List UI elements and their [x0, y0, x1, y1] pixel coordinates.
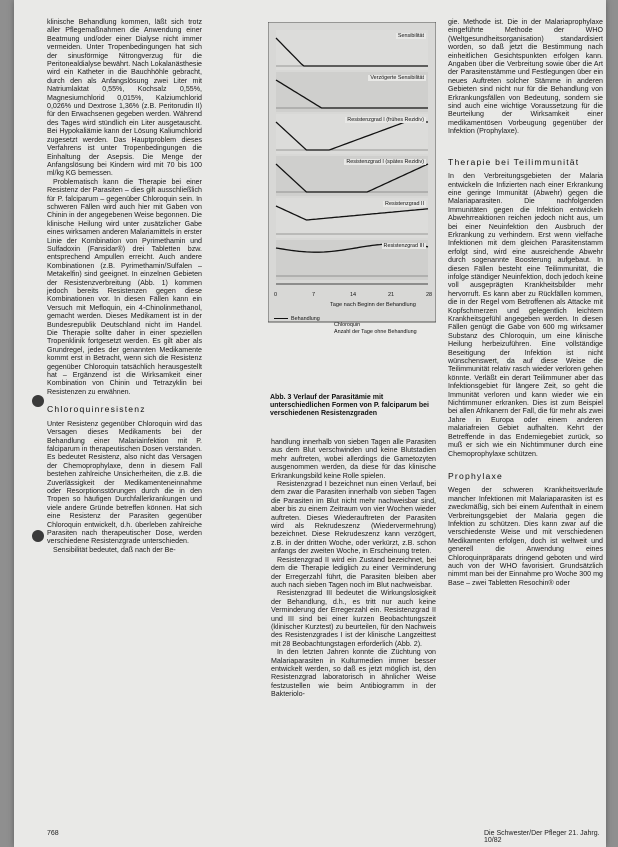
paragraph: Unter Resistenz gegenüber Chloroquin wird das Versagen dieses Medikaments bei der Behandlung einer Malariainfektion mit P. falciparum in therapeutischen Dosen verstanden. Es bedeutet Resistenz, also nicht das Versagen der Chemoprophylaxe, denn in diesem Fall bestehen zahlreiche Unsicherheiten, die z.B. die Zuverlässigkeit der Medikamenteneinnahme oder Resorptionsstörungen durch die in den Tropen so häufigen Durchfallerkrankungen und viele andere Gründe betreffen können. Hat sich eine Resistenz der Parasiten gegenüber Chloroquin entwickelt, d.h. überleben zahlreiche Parasiten nach therapeutischer Dose, werden verschiedene Resistenzgrade unterschieden.: [47, 419, 202, 546]
section-heading: Prophylaxe: [448, 470, 503, 481]
panel-label: Resistenzgrad I (frühes Rezidiv): [347, 117, 424, 123]
x-tick-label: 21: [388, 292, 395, 298]
panel-label: Verzögerte Sensibilität: [370, 75, 424, 81]
x-axis-label: Tage nach Beginn der Behandlung: [330, 302, 416, 308]
paragraph: In den Verbreitungsgebieten der Malaria entwickeln die Infizierten nach einer Erkrankung eine geringe Immunität (Abwehr) gegen die Malariaparasiten. Die nachfolgenden Immunitäten gegen die Infektion entwickeln Abwehrreaktionen reichen jedoch nicht aus, um bei einer Neuinfektion den Ausbruch der Erkrankung zu verhindern. Erst wenn vielfache Infektionen mit dem gleichen Parasitenstamm erfolgt sind, wird eine ausreichende Abwehr durch sogenannte Boosterung aufgebaut. In diesen Fällen besteht eine Teilimmunität, die infolge ständiger Neuinfektion, doch jedoch keine voll ausgeprägten Krankheitsbilder mehr hervorruft. Es kann aber zu Rückfällen kommen, die in der Regel vom Betroffenen als Attacke mit Kopfschmerzen und gelegentlich leichtem Krankheitsgefühl angegeben werden. In diesen Fällen genügt die Gabe von 600 mg wirksamer Substanz des Chloroquin, um eine klinische Heilung herbeizuführen. Eine vollständige Beseitigung der Infektion ist nicht wünschenswert, da auf diese Weise die Teilimmunität relativ rasch wieder verloren gehen könnte. Verläßt ein derart Teilimmuner aber das Infektionsgebiet für längere Zeit, so geht die Immunität verloren und kann wieder wie ein Nichtimmuner erkranken. Dies ist zum Beispiel bei allen Afrikanern der Fall, die für mehr als zwei Jahre in Europa oder einem anderen malariafreien Gebiet aufhalten. Kehrt der Betreffende in das Endemiegebiet zurück, so muß er sich wie ein Nichtimmuner durch eine Chemoprophylaxe schützen.: [448, 172, 603, 458]
middle-column: [271, 438, 436, 699]
page-number: 768: [47, 830, 59, 837]
paragraph: Wegen der schweren Krankheitsverläufe mancher Infektionen mit Malariaparasiten ist es zweckmäßig, sich bei einem Aufenthalt in einem Verbreitungsgebiet der Malaria gegen die Infektion zu schützen. Dies kann zwar auf die verschiedenste Weise und mit verschiedenen Medikamenten erfolgen, doch ist weltweit und generell die Anwendung eines Chloroquinpräparats dringend geboten und wird auch von der WHO favorisiert. Grundsätzlich nimmt man bei der Einnahme pro Woche 300 mg Base – zwei Tabletten Resochin® oder: [448, 486, 603, 587]
punch-hole: [32, 395, 44, 407]
figure-legend: [274, 316, 417, 336]
panel-label: Sensibilität: [397, 33, 424, 39]
paragraph: handlung innerhalb von sieben Tagen alle Parasiten aus dem Blut verschwinden und keine Blutstadien mehr auftreten, wobei allerdings die Gametozyten ausgenommen werden, da diese für das klinische Erkrankungsbild keine Rolle spielen.: [271, 438, 436, 480]
paragraph: klinische Behandlung kommen, läßt sich trotz aller Pflegemaßnahmen die Anwendung einer Beatmung und/oder einer Dialyse nicht immer vermeiden. Unter Tropenbedingungen hat sich der sinusförmige Nitrongverzug für die Peritonealdialyse bewährt. Nach Lokalanästhesie wird ein Katheter in die Bauchhöhle gebracht, durch den als Anfangslösung zwei Liter mit Natriumlaktat 0,55%, Kochsalz 0,55%, Magnesiumchlorid 0,015%, Kalziumchlorid 0,026% und Dextrose 1,36% (z.B. Peritorudin II) für den Erwachsenen gegeben werden. Während des Tages wird stündlich ein Liter ausgetauscht. Bei Hypokaliämie kann der Lösung Kaliumchlorid zugesetzt werden. Das Hauptproblem dieses Verfahrens ist unter Tropenbedingungen die Einhaltung der Asepsis. Die Menge der Anfangslösung bei Kindern wird mit 70 bis 100 ml/kg KG bemessen.: [47, 18, 202, 178]
paragraph: gie. Methode ist. Die in der Malariaprophylaxe eingeführte Methode der WHO (Weltgesundheitsorganisation) standardisiert worden, so daß jetzt die Bestimmung nach einheitlichen Gesichtspunkten erfolgen kann. Angaben über die Verbreitung sowie über die Art der Parasitenstämme und Festlegungen über ein neues Auftreten solcher Stämme in anderen Gebieten sind nicht nur für die Behandlung von Erkrankungsfällen von Bedeutung, sondern sie sind auch eine wichtige Voraussetzung für die Beurteilung der Wirksamkeit einer medikamentösen Vorbeugung gegenüber der Infektion (Prophylaxe).: [448, 18, 603, 136]
figure-axis-area: [268, 292, 436, 352]
figure-caption: [270, 394, 436, 419]
x-tick-label: 7: [312, 292, 316, 298]
x-tick-label: 28: [426, 292, 433, 298]
section-heading: Therapie bei Teilimmunität: [448, 156, 580, 167]
figure-caption-label: Abb. 3: [270, 394, 292, 401]
paragraph: Resistenzgrad II wird ein Zustand bezeichnet, bei dem die Therapie lediglich zu einer Verminderung der Erregerzahl führt, die Parasiten bleiben aber auch nach sieben Tagen noch im Blut nachweisbar.: [271, 555, 436, 589]
section-heading: Chloroquinresistenz: [47, 404, 146, 415]
panel-label: Resistenzgrad II: [385, 201, 424, 207]
paragraph: Resistenzgrad I bezeichnet nun einen Verlauf, bei dem zwar die Parasiten innerhalb von sieben Tagen die Parasiten im Blut nicht mehr nachweisbar sind, aber bis zu einem Zeitraum von vier Wochen wieder auftreten. Dieses Wiederauftreten der Parasiten wird als Rekrudeszenz (Wiedervermehrung) bezeichnet. Diese Rekrudeszenz kann verzögert, z.B. in der dritten Woche, oder verkürzt, z.B. schon anfangs der zweiten Woche, in Erscheinung treten.: [271, 480, 436, 556]
legend-item: Anzahl der Tage ohne Behandlung: [334, 329, 417, 335]
paragraph: Resistenzgrad III bedeutet die Wirkungslosigkeit der Behandlung, d.h., es tritt nur auch keine Verminderung der Erregerzahl ein. Resistenzgrad II und III sind bei einer kurzen Beobachtungszeit (klinischer Kurztest) zu beurteilen, für den Nachweis des Resistenzgrades I ist der klinische Langzeittest mit 28 Beobachtungstagen erforderlich (Abb. 2).: [271, 589, 436, 648]
paragraph: Problematisch kann die Therapie bei einer Resistenz der Parasiten – dies gilt ausschließlich für P. falciparum – gegenüber Chloroquin sein. In schweren Fällen wird auch hier mit Gaben von Chinin in der angegebenen Weise begonnen. Die klinische Heilung wird unter zusätzlicher Gabe eines wirksamen anderen Malariamittels in erster Linie der Kombination von Pyrimethamin und Sulfadoxin (Fansidar®) drei Tabletten bzw. entsprechend Ampullen erreicht. Auch andere Kombinationen (z.B. Pyrimethamin/Sulfalen – Metakelfin) sind geeignet. In einzelnen Gebieten der Resistenzverbreitung (Abb. 1) kommen jedoch bereits Resistenzen gegen diese Kombinationen vor. In diesen Fällen kann ein Versuch mit Mefloquin, ein 4-Chinolinmethanol, gemacht werden. Dieses Medikament ist in der Bundesrepublik Deutschland nicht im Handel. Die Therapie sollte daher in einer speziellen Tropenklinik fortgesetzt werden. Es gilt aber als Grundregel, jedes der genannten Medikamente kommt erst in Betracht, wenn sich die Resistenz gegenüber Chloroquin tatsächlich herausgestellt hat – Ergänzend ist die Wirksamkeit einer Kombination von Chinin und Tetrazyklin bei Resistenzen zu erwähnen.: [47, 177, 202, 396]
legend-item: Chloroquin: [334, 322, 361, 328]
punch-hole: [32, 530, 44, 542]
x-tick-label: 0: [274, 292, 278, 298]
figure-caption-text: Verlauf der Parasitämie mit unterschiedlichen Formen von P. falciparum bei verschiedenen Resistenzgraden: [270, 394, 429, 418]
parasitemia-figure: [268, 22, 436, 382]
right-column: [448, 18, 603, 587]
panel-label: Resistenzgrad I (spätes Rezidiv): [346, 159, 424, 165]
legend-item: Behandlung: [291, 316, 320, 322]
panel-label: Resistenzgrad III: [383, 243, 424, 249]
x-tick-label: 14: [350, 292, 357, 298]
left-column: [47, 18, 202, 554]
page: [14, 0, 606, 847]
paragraph: In den letzten Jahren konnte die Züchtung von Malariaparasiten in Kulturmedien immer besser entwickelt werden, so daß es jetzt möglich ist, den Resistenzgrad laboratorisch in ähnlicher Weise festzustellen wie beim Antibiogramm in der Bakteriolo-: [271, 648, 436, 699]
journal-reference: Die Schwester/Der Pfleger 21. Jahrg. 10/82: [484, 830, 600, 844]
paragraph: Sensibilität bedeutet, daß nach der Be-: [53, 545, 176, 554]
